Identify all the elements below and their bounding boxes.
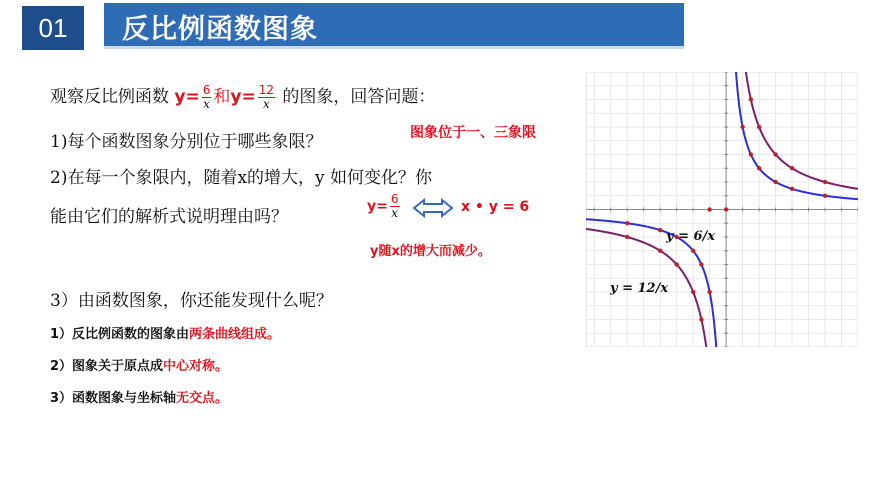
finding-3: 3）函数图象与坐标轴无交点。 bbox=[50, 391, 229, 406]
curve-point bbox=[790, 187, 794, 191]
curve-point bbox=[707, 290, 711, 294]
intro-prefix: 观察反比例函数 bbox=[50, 87, 175, 107]
section-number: 01 bbox=[22, 6, 84, 50]
formula-2-fraction: $\frac{12}{x}$ bbox=[258, 83, 274, 111]
finding-2: 2）图象关于原点成中心对称。 bbox=[50, 359, 229, 374]
hyperbola-graph bbox=[586, 72, 858, 347]
curve-point bbox=[625, 235, 629, 239]
curve-point bbox=[625, 221, 629, 225]
curve-point bbox=[773, 180, 777, 184]
title-bar bbox=[104, 3, 684, 49]
curve-point bbox=[773, 152, 777, 156]
double-arrow-icon bbox=[412, 198, 454, 218]
curve-point bbox=[749, 97, 753, 101]
curve-point bbox=[699, 262, 703, 266]
q2-equivalence: x • y = 6 bbox=[461, 199, 530, 215]
axis-marker-point bbox=[707, 207, 711, 211]
curve-point bbox=[658, 228, 662, 232]
curve-point bbox=[757, 125, 761, 129]
formula-1-fraction: $\frac{6}{x}$ bbox=[202, 83, 211, 111]
question-3: 3）由函数图象，你还能发现什么呢？ bbox=[50, 291, 333, 311]
question-2-line-2: 能由它们的解析式说明理由吗？ bbox=[50, 207, 288, 227]
curve-point bbox=[658, 249, 662, 253]
axis-marker-point bbox=[724, 207, 728, 211]
question-1: 1)每个函数图象分别位于哪些象限？ bbox=[50, 132, 323, 152]
curve-point bbox=[749, 152, 753, 156]
answer-1: 图象位于一、三象限 bbox=[410, 125, 536, 141]
formula-2-y: y= bbox=[230, 87, 256, 107]
intro-suffix: 的图象，回答问题： bbox=[276, 87, 436, 107]
intro-line bbox=[50, 82, 435, 111]
finding-1: 1）反比例函数的图象由两条曲线组成。 bbox=[50, 327, 281, 342]
curve-point bbox=[691, 249, 695, 253]
curve-point bbox=[699, 317, 703, 321]
curve-point bbox=[740, 125, 744, 129]
label-y-6-over-x: y = 6/x bbox=[666, 229, 716, 244]
curve-point bbox=[674, 262, 678, 266]
curve-point bbox=[823, 180, 827, 184]
curve-point bbox=[691, 290, 695, 294]
page-title: 反比例函数图象 bbox=[122, 14, 318, 45]
answer-2: y随x的增大而减少。 bbox=[370, 244, 491, 259]
curve-point bbox=[790, 166, 794, 170]
formula-1-y: y= bbox=[174, 87, 200, 107]
q2-formula: y= $\frac{6}{x}$ bbox=[367, 192, 399, 220]
label-y-12-over-x: y = 12/x bbox=[610, 281, 669, 296]
question-2-line-1: 2)在每一个象限内，随着x的增大，y 如何变化？你 bbox=[50, 168, 433, 188]
curve-point bbox=[823, 194, 827, 198]
and-word: 和 bbox=[213, 87, 231, 107]
curve-point bbox=[757, 166, 761, 170]
